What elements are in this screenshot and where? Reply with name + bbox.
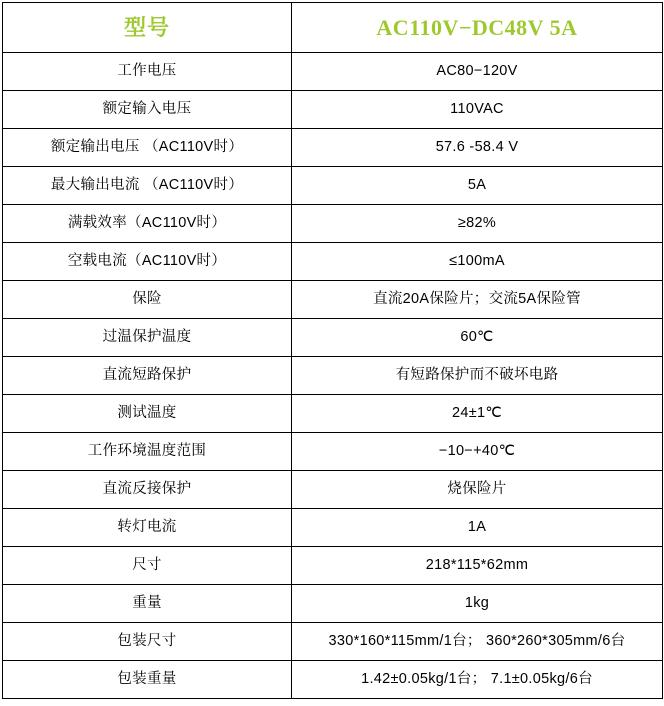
row-value: 60℃: [292, 319, 663, 357]
row-label: 包装尺寸: [3, 623, 292, 661]
row-label: 包装重量: [3, 661, 292, 699]
table-row: [3, 243, 663, 281]
row-value: 1kg: [292, 585, 663, 623]
table-row: [3, 53, 663, 91]
row-value: 1.42±0.05kg/1台； 7.1±0.05kg/6台: [292, 661, 663, 699]
row-value: 110VAC: [292, 91, 663, 129]
row-value: 218*115*62mm: [292, 547, 663, 585]
row-label: 尺寸: [3, 547, 292, 585]
row-label: 最大输出电流 （AC110V时）: [3, 167, 292, 205]
table-row: [3, 357, 663, 395]
row-label: 直流反接保护: [3, 471, 292, 509]
table-row: [3, 585, 663, 623]
table-row: [3, 319, 663, 357]
table-header-model-value: [292, 3, 663, 53]
header-model-text: 型号: [123, 14, 170, 40]
row-label: 额定输入电压: [3, 91, 292, 129]
table-row: [3, 433, 663, 471]
table-row: [3, 471, 663, 509]
header-model-value-text: AC110V−DC48V 5A: [376, 14, 578, 40]
row-value: 直流20A保险片；交流5A保险管: [292, 281, 663, 319]
table-header-row: [3, 3, 663, 53]
row-label: 工作环境温度范围: [3, 433, 292, 471]
row-value: 1A: [292, 509, 663, 547]
table-row: [3, 91, 663, 129]
table-row: [3, 623, 663, 661]
specification-table: [2, 2, 663, 699]
row-value: 57.6 -58.4 V: [292, 129, 663, 167]
row-value: 24±1℃: [292, 395, 663, 433]
table-row: [3, 281, 663, 319]
row-label: 过温保护温度: [3, 319, 292, 357]
table-header-model-label: [3, 3, 292, 53]
row-label: 转灯电流: [3, 509, 292, 547]
row-value: −10−+40℃: [292, 433, 663, 471]
row-label: 满载效率（AC110V时）: [3, 205, 292, 243]
row-label: 测试温度: [3, 395, 292, 433]
row-label: 空载电流（AC110V时）: [3, 243, 292, 281]
row-label: 保险: [3, 281, 292, 319]
row-value: 330*160*115mm/1台； 360*260*305mm/6台: [292, 623, 663, 661]
table-row: [3, 205, 663, 243]
table-row: [3, 395, 663, 433]
row-label: 重量: [3, 585, 292, 623]
table-row: [3, 167, 663, 205]
row-label: 直流短路保护: [3, 357, 292, 395]
table-row: [3, 547, 663, 585]
row-value: 烧保险片: [292, 471, 663, 509]
row-value: 有短路保护而不破坏电路: [292, 357, 663, 395]
row-label: 工作电压: [3, 53, 292, 91]
row-value: 5A: [292, 167, 663, 205]
table-row: [3, 509, 663, 547]
row-value: ≤100mA: [292, 243, 663, 281]
row-value: AC80−120V: [292, 53, 663, 91]
row-value: ≥82%: [292, 205, 663, 243]
row-label: 额定输出电压 （AC110V时）: [3, 129, 292, 167]
table-row: [3, 661, 663, 699]
table-row: [3, 129, 663, 167]
